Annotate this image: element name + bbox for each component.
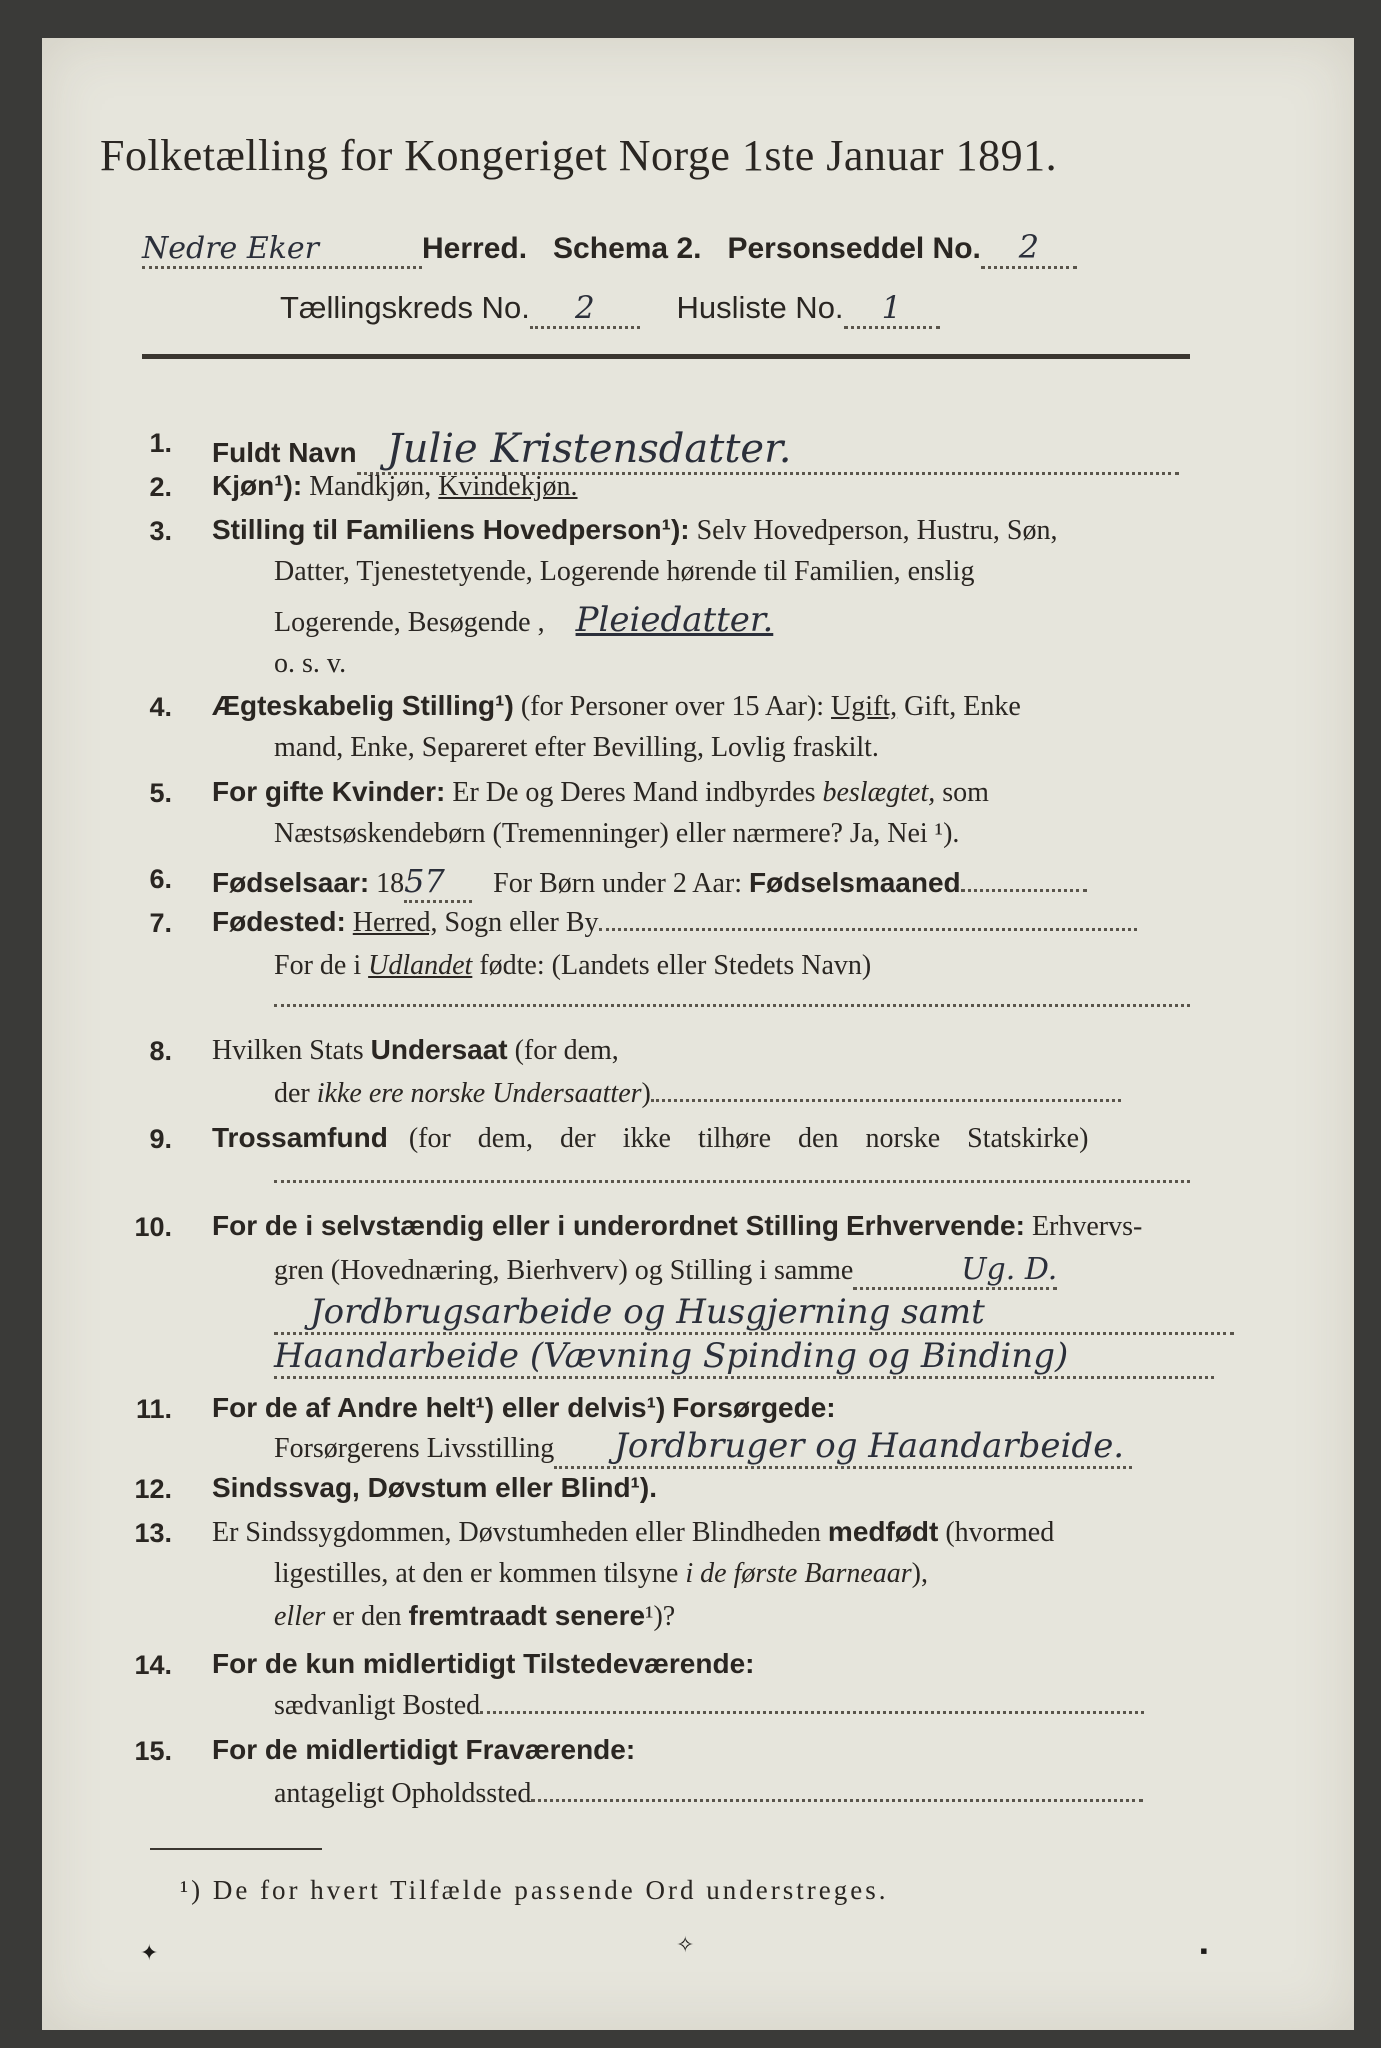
- q8-row-2: [274, 1078, 1121, 1110]
- q8-text-1a: Hvilken Stats: [212, 1035, 364, 1066]
- item-number: 8.: [149, 1036, 172, 1066]
- q2-option-female: Kvindekjøn.: [438, 471, 578, 502]
- q4-text-rest: Gift, Enke: [904, 691, 1021, 722]
- q15-label: For de midlertidigt Fraværende:: [212, 1734, 636, 1765]
- q15-text-2: antageligt Opholdssted: [274, 1778, 532, 1809]
- q12-label: Sindssvag, Døvstum eller Blind¹).: [212, 1472, 657, 1503]
- q10-text-1b: Erhvervende:: [845, 1210, 1025, 1241]
- q6-text-b: Fødselsmaaned: [749, 867, 961, 898]
- q6-prefix: 18: [376, 868, 405, 899]
- item-number: 1.: [149, 428, 172, 458]
- q1-label: Fuldt Navn: [212, 437, 357, 468]
- personseddel-value: 2: [981, 228, 1077, 269]
- q6-label: Fødselsaar:: [212, 867, 370, 898]
- q13-text-1a: Er Sindssygdommen, Døvstumheden eller Blindheden: [212, 1517, 821, 1548]
- q7-foreign-field: [274, 1004, 1190, 1007]
- ink-smudge: ▪: [1200, 1938, 1208, 1963]
- q15-row-2: [274, 1778, 1143, 1810]
- q13-text-3a: eller: [274, 1601, 326, 1632]
- q1-row: [212, 426, 1179, 475]
- q13-text-2c: ),: [911, 1558, 928, 1589]
- q10-text-1c: Erhvervs-: [1031, 1211, 1143, 1242]
- q7-field: [599, 928, 1137, 931]
- q10-row-1: [212, 1210, 1142, 1243]
- q6-birthmonth-field: [961, 889, 1087, 892]
- q7-text-2a: For de i: [274, 950, 362, 981]
- q13-row-2: [274, 1558, 928, 1590]
- q9-text: (for dem, der ikke tilhøre den norske Statskirke): [408, 1123, 1089, 1154]
- q3-label: Stilling til Familiens Hovedperson¹):: [212, 514, 690, 545]
- item-number: 7.: [149, 908, 172, 938]
- q8-text-1c: (for dem,: [514, 1035, 619, 1066]
- q8-row-1: [212, 1034, 619, 1067]
- q11-value: Jordbruger og Haandarbeide.: [554, 1426, 1132, 1469]
- q4-label: Ægteskabelig Stilling¹): [212, 690, 514, 721]
- item-number: 10.: [134, 1212, 172, 1242]
- q13-row-1: [212, 1516, 1054, 1549]
- q8-text-1b: Undersaat: [370, 1034, 508, 1065]
- q10-row-2: [274, 1252, 1057, 1290]
- item-number: 11.: [135, 1394, 172, 1424]
- q13-text-3b: er den: [332, 1601, 402, 1632]
- q7-row-2: [274, 950, 871, 982]
- q2-row: [212, 470, 578, 503]
- q9-row: [212, 1122, 1088, 1155]
- item-number: 12.: [134, 1474, 172, 1504]
- kreds-label: Tællingskreds No.: [280, 290, 530, 325]
- herred-line: [142, 228, 1077, 269]
- q13-text-1b: medfødt: [827, 1516, 939, 1547]
- q3-text-3: Logerende, Besøgende ,: [274, 607, 545, 638]
- q5-text-1a: Er De og Deres Mand indbyrdes: [452, 777, 816, 808]
- q8-text-2b: ikke ere norske Undersaatter: [316, 1078, 642, 1109]
- q1-value: Julie Kristensdatter.: [357, 426, 1179, 475]
- q9-field: [274, 1180, 1190, 1183]
- header-divider: [142, 354, 1190, 359]
- q13-text-3c: fremtraadt senere: [408, 1600, 646, 1631]
- item-number: 2.: [149, 472, 172, 502]
- item-number: 15.: [134, 1736, 172, 1766]
- schema-label: Schema 2.: [553, 232, 702, 265]
- q11-row-1: [212, 1392, 836, 1425]
- q10-text-1a: For de i selvstændig eller i underordnet Stilling: [212, 1210, 839, 1241]
- item-number: 4.: [149, 692, 172, 722]
- q11-text-2: Forsørgerens Livsstilling: [274, 1433, 555, 1464]
- q3-text-2: Datter, Tjenestetyende, Logerende hørende til Familien, enslig: [274, 556, 975, 587]
- q4-text-1: (for Personer over 15 Aar):: [520, 691, 825, 722]
- q4-row-1: [212, 690, 1021, 723]
- q6-value: 57: [404, 862, 472, 903]
- kreds-value: 2: [530, 290, 640, 329]
- q11-text-1a: For de af Andre helt¹) eller delvis¹): [212, 1392, 666, 1423]
- q7-label: Fødested:: [212, 906, 346, 937]
- item-number: 3.: [149, 516, 172, 546]
- q3-value: Pleiedatter.: [575, 600, 774, 640]
- item-number: 14.: [134, 1650, 172, 1680]
- q6-row: [212, 862, 1087, 903]
- item-number: 6.: [149, 864, 172, 894]
- q4-text-2: mand, Enke, Separeret efter Bevilling, Lovlig fraskilt.: [274, 732, 879, 763]
- herred-label: Herred.: [422, 232, 528, 265]
- q13-text-2b: i de første Barneaar: [685, 1558, 912, 1589]
- q7-text-2b: Udlandet: [368, 950, 473, 981]
- q5-text-1c: som: [942, 777, 989, 808]
- q7-text-rest: Sogn eller By: [444, 907, 599, 938]
- q8-text-2c: ): [641, 1078, 651, 1109]
- q5-label: For gifte Kvinder:: [212, 776, 446, 807]
- q10-value-1: Jordbrugsarbeide og Husgjerning samt: [274, 1292, 1234, 1335]
- personseddel-label: Personseddel No.: [727, 232, 981, 265]
- q2-label: Kjøn¹):: [212, 470, 303, 501]
- footnote: ¹) De for hvert Tilfælde passende Ord understreges.: [180, 1875, 889, 1905]
- q5-row-1: [212, 776, 989, 809]
- footnote-divider: [150, 1848, 322, 1850]
- q7-row-1: [212, 906, 1137, 939]
- q14-label: For de kun midlertidigt Tilstedeværende:: [212, 1648, 755, 1679]
- q8-field: [651, 1099, 1121, 1102]
- q13-text-2a: ligestilles, at den er kommen tilsyne: [274, 1558, 679, 1589]
- q14-text-2: sædvanligt Bosted: [274, 1690, 481, 1721]
- q6-text-a: For Børn under 2 Aar:: [493, 868, 743, 899]
- q3-row-3: [274, 600, 773, 640]
- item-number: 5.: [149, 778, 172, 808]
- q10-value-0: Ug. D.: [853, 1252, 1057, 1290]
- q7-text-2c: fødte: (Landets eller Stedets Navn): [479, 950, 872, 981]
- q7-option-herred: Herred,: [352, 907, 438, 938]
- q3-row-1: [212, 514, 1057, 547]
- q11-row-2: [274, 1426, 1132, 1469]
- q3-text-1: Selv Hovedperson, Hustru, Søn,: [696, 515, 1058, 546]
- q4-option-ugift: Ugift,: [831, 691, 898, 722]
- ink-smudge: ✦: [140, 1940, 159, 1965]
- q13-text-1c: (hvormed: [945, 1517, 1055, 1548]
- q14-row-2: [274, 1690, 1144, 1722]
- herred-value: Nedre Eker: [142, 231, 422, 269]
- item-number: 9.: [149, 1124, 172, 1154]
- q10-value-2: Haandarbeide (Vævning Spinding og Binding): [274, 1336, 1214, 1379]
- husliste-label: Husliste No.: [676, 290, 844, 325]
- q2-option-male: Mandkjøn,: [309, 471, 432, 502]
- q3-text-4: o. s. v.: [274, 648, 347, 679]
- q13-text-3d: ¹)?: [645, 1601, 676, 1632]
- q5-text-1b: beslægtet,: [822, 777, 936, 808]
- q10-text-2: gren (Hovednæring, Bierhverv) og Stilling i samme: [274, 1255, 854, 1286]
- q13-row-3: [274, 1600, 675, 1633]
- item-number: 13.: [134, 1518, 172, 1548]
- q5-text-2: Næstsøskendebørn (Tremenninger) eller nærmere? Ja, Nei ¹).: [274, 818, 960, 849]
- q8-text-2a: der: [274, 1078, 310, 1109]
- q14-field: [480, 1711, 1144, 1714]
- q11-text-1b: Forsørgede:: [672, 1392, 836, 1423]
- q9-label: Trossamfund: [212, 1122, 388, 1153]
- ink-smudge: ✧: [676, 1932, 695, 1957]
- kreds-line: [280, 290, 940, 329]
- form-title: Folketælling for Kongeriget Norge 1ste Januar 1891.: [100, 131, 1058, 180]
- husliste-value: 1: [844, 290, 940, 329]
- q15-field: [531, 1799, 1143, 1802]
